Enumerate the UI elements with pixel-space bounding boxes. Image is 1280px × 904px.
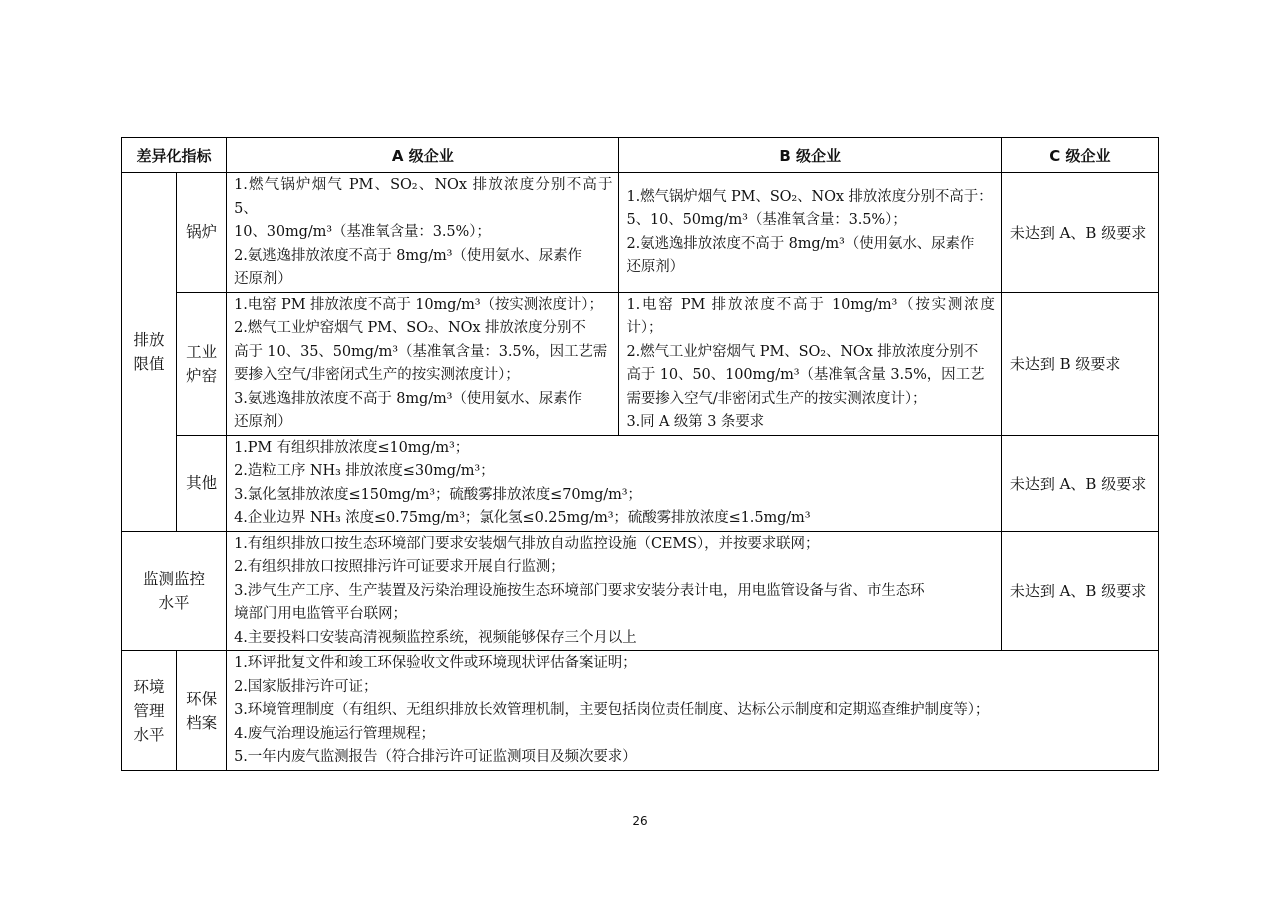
- table-row-archive: [122, 651, 1159, 771]
- boiler-grade-a: [227, 173, 619, 293]
- kiln-grade-b: [619, 292, 1001, 435]
- group-management: [122, 651, 177, 771]
- kiln-grade-c: 未达到 B 级要求: [1001, 292, 1158, 435]
- kiln-grade-a: [227, 292, 619, 435]
- text-line: 3.氨逃逸排放浓度不高于 8mg/m³（使用氨水、尿素作: [234, 390, 582, 407]
- group-emission-limits: [122, 173, 177, 532]
- text-line: 1.燃气锅炉烟气 PM、SO₂、NOx 排放浓度分别不高于 5、: [234, 177, 613, 217]
- other-grade-ab: [227, 435, 1002, 531]
- boiler-grade-b: [619, 173, 1001, 293]
- header-grade-b: B 级企业: [619, 138, 1001, 173]
- monitoring-grade-ab: [227, 531, 1002, 651]
- text-line: 要掺入空气/非密闭式生产的按实测浓度计）；: [234, 367, 520, 383]
- text-line: 3.环境管理制度（有组织、无组织排放长效管理机制，主要包括岗位责任制度、达标公示制度和定期巡查维护制度等）；: [234, 702, 990, 719]
- group-monitoring: [122, 531, 227, 651]
- text-line: 还原剂）: [234, 271, 292, 287]
- text-line: 1.有组织排放口按生态环境部门要求安装烟气排放自动监控设施（CEMS），并按要求联网；: [234, 535, 820, 552]
- group-management-label: 环境管理水平: [133, 677, 165, 744]
- sub-kiln-label: 工业炉窑: [186, 342, 218, 385]
- sub-archive: [177, 651, 227, 771]
- other-grade-c: 未达到 A、B 级要求: [1001, 435, 1158, 531]
- text-line: 境部门用电监管平台联网；: [234, 606, 407, 622]
- text-line: 2.有组织排放口按照排污许可证要求开展自行监测；: [234, 559, 565, 575]
- group-emission-limits-line1: 排放限值: [133, 330, 165, 373]
- table-row-boiler: [122, 173, 1159, 293]
- sub-boiler: 锅炉: [177, 173, 227, 293]
- table-row-monitoring: [122, 531, 1159, 651]
- boiler-grade-c: 未达到 A、B 级要求: [1001, 173, 1158, 293]
- text-line: 2.氨逃逸排放浓度不高于 8mg/m³（使用氨水、尿素作: [234, 247, 582, 264]
- header-grade-a: A 级企业: [227, 138, 619, 173]
- text-line: 还原剂）: [234, 414, 292, 430]
- text-line: 1.电窑 PM 排放浓度不高于 10mg/m³（按实测浓度计）；: [626, 296, 995, 336]
- text-line: 4.主要投料口安装高清视频监控系统，视频能够保存三个月以上: [234, 629, 637, 646]
- archive-grade-abc: [227, 651, 1159, 771]
- text-line: 还原剂）: [626, 259, 685, 276]
- text-line: 5.一年内废气监测报告（符合排污许可证监测项目及频次要求）: [234, 749, 637, 766]
- text-line: 1.电窑 PM 排放浓度不高于 10mg/m³（按实测浓度计）；: [234, 296, 603, 313]
- text-line: 2.燃气工业炉窑烟气 PM、SO₂、NOx 排放浓度分别不: [626, 343, 979, 360]
- text-line: 2.国家版排污许可证；: [234, 678, 378, 695]
- text-line: 4.废气治理设施运行管理规程；: [234, 725, 435, 742]
- differentiation-table: [121, 137, 1159, 771]
- text-line: 需要掺入空气/非密闭式生产的按实测浓度计）；: [626, 390, 927, 407]
- text-line: 高于 10、50、100mg/m³（基准氧含量 3.5%，因工艺: [626, 367, 985, 383]
- text-line: 1.环评批复文件和竣工环保验收文件或环境现状评估备案证明；: [234, 655, 637, 672]
- page-number: 26: [632, 814, 648, 828]
- header-grade-c: C 级企业: [1001, 138, 1158, 173]
- text-line: 1.PM 有组织排放浓度≤10mg/m³；: [234, 439, 470, 456]
- text-line: 2.造粒工序 NH₃ 排放浓度≤30mg/m³；: [234, 463, 495, 479]
- table-row-other: [122, 435, 1159, 531]
- sub-archive-label: 环保档案: [186, 689, 218, 732]
- header-indicator: 差异化指标: [122, 138, 227, 173]
- text-line: 1.燃气锅炉烟气 PM、SO₂、NOx 排放浓度分别不高于：: [626, 188, 993, 205]
- text-line: 3.氯化氢排放浓度≤150mg/m³；硫酸雾排放浓度≤70mg/m³；: [234, 486, 642, 503]
- text-line: 5、10、50mg/m³（基准氧含量：3.5%）；: [626, 212, 907, 229]
- text-line: 3.涉气生产工序、生产装置及污染治理设施按生态环境部门要求安装分表计电，用电监管设备与省、市生态环: [234, 582, 925, 599]
- text-line: 4.企业边界 NH₃ 浓度≤0.75mg/m³；氯化氢≤0.25mg/m³；硫酸雾排放浓度≤1.5mg/m³: [234, 510, 811, 526]
- text-line: 2.氨逃逸排放浓度不高于 8mg/m³（使用氨水、尿素作: [626, 235, 975, 252]
- text-line: 高于 10、35、50mg/m³（基准氧含量：3.5%，因工艺需: [234, 343, 608, 360]
- text-line: 10、30mg/m³（基准氧含量：3.5%）；: [234, 224, 491, 240]
- text-line: 3.同 A 级第 3 条要求: [626, 414, 765, 430]
- group-monitoring-label: 监测监控水平: [143, 569, 206, 612]
- table-row-kiln: [122, 292, 1159, 435]
- text-line: 2.燃气工业炉窑烟气 PM、SO₂、NOx 排放浓度分别不: [234, 320, 586, 336]
- monitoring-grade-c: 未达到 A、B 级要求: [1001, 531, 1158, 651]
- sub-kiln: [177, 292, 227, 435]
- table-header-row: [122, 138, 1159, 173]
- sub-other: 其他: [177, 435, 227, 531]
